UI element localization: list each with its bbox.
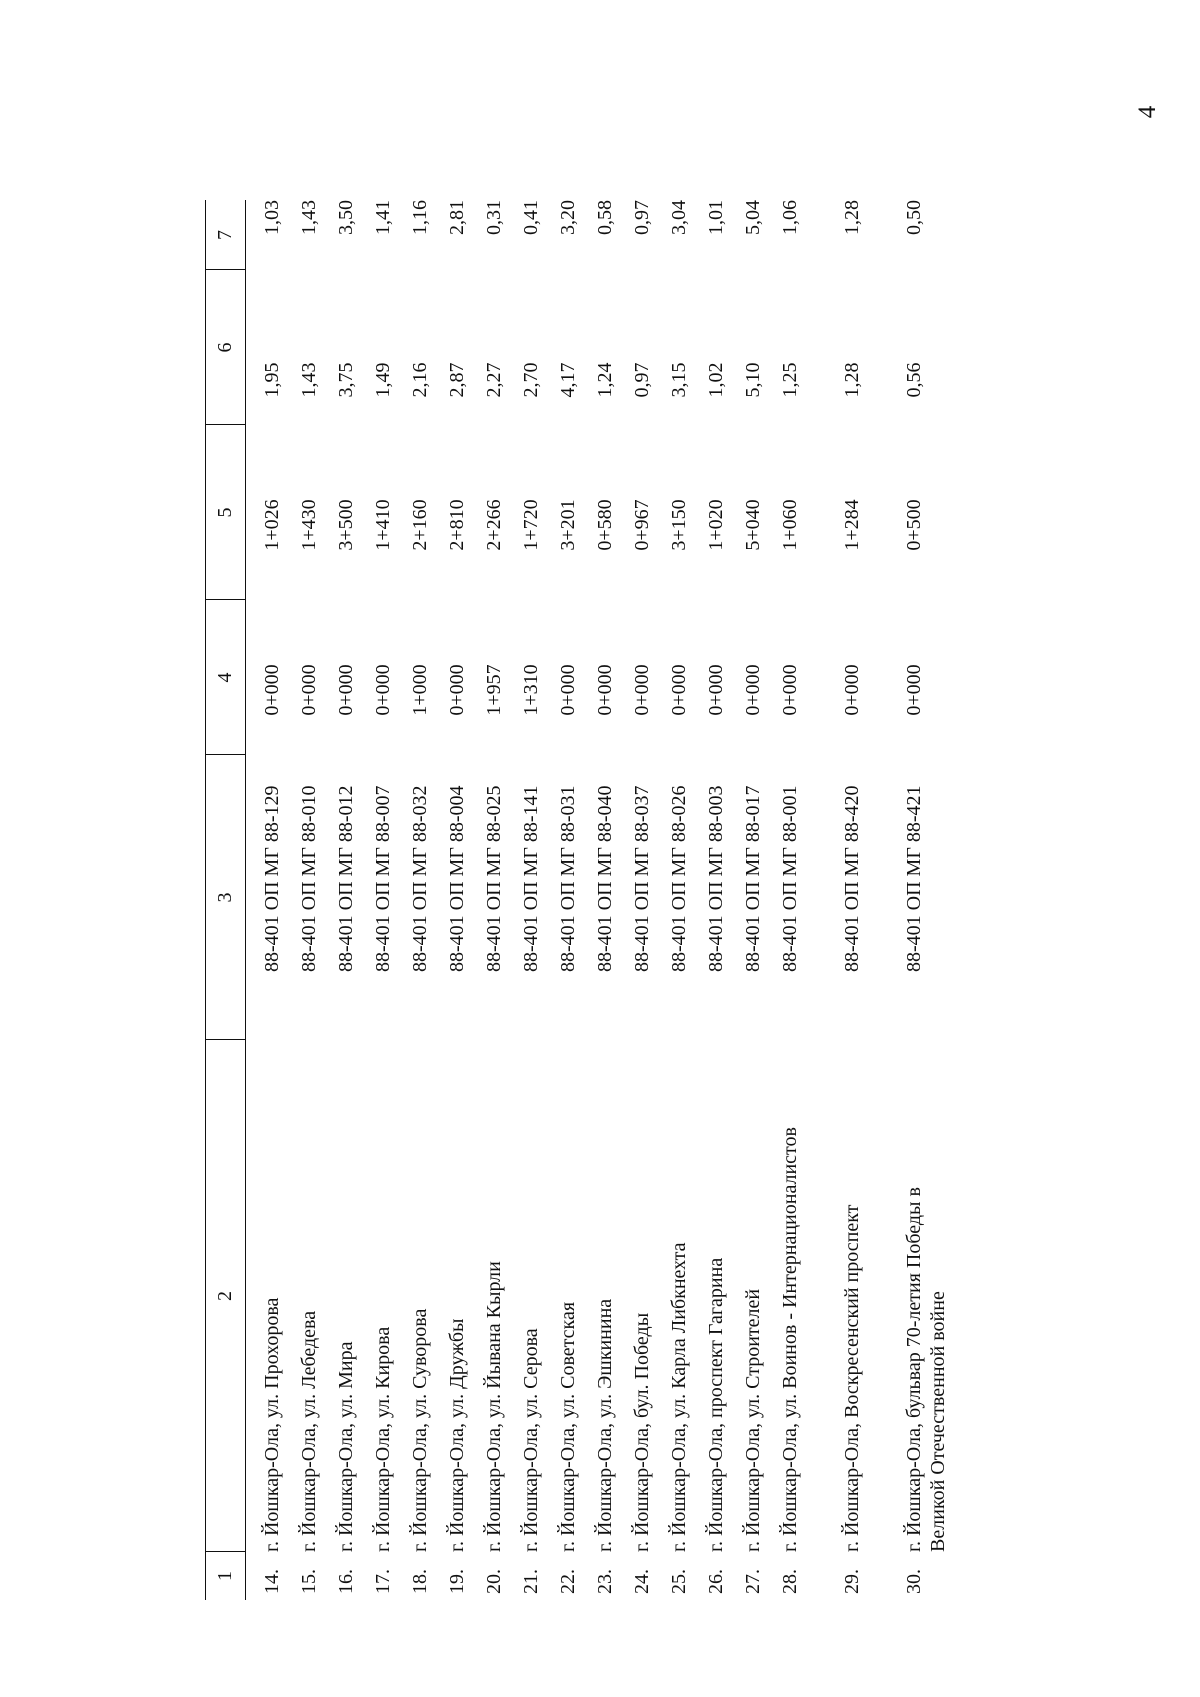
col7-value: 5,04 xyxy=(742,200,764,235)
col6-value: 2,70 xyxy=(520,362,542,398)
end-km: 1+430 xyxy=(298,499,320,551)
road-code: 88-401 ОП МГ 88-141 xyxy=(520,785,542,972)
header-col-3: 3 xyxy=(214,892,236,903)
row-number: 21. xyxy=(520,1569,542,1594)
start-km: 0+000 xyxy=(668,664,690,716)
col6-value: 1,24 xyxy=(594,362,616,398)
end-km: 0+967 xyxy=(631,499,653,551)
road-name: г. Йошкар-Ола, ул. Серова xyxy=(520,1328,542,1552)
road-name: г. Йошкар-Ола, ул. Советская xyxy=(557,1301,579,1552)
end-km: 1+720 xyxy=(520,499,542,551)
col6-value: 2,16 xyxy=(409,362,431,398)
road-code: 88-401 ОП МГ 88-037 xyxy=(631,785,653,972)
roads-table xyxy=(205,200,949,1600)
col7-value: 1,01 xyxy=(705,200,727,235)
row-number: 30. xyxy=(903,1569,925,1594)
start-km: 0+000 xyxy=(841,664,863,716)
row-number: 16. xyxy=(335,1569,357,1594)
end-km: 1+410 xyxy=(372,499,394,551)
header-col-5: 5 xyxy=(214,507,236,518)
start-km: 0+000 xyxy=(705,664,727,716)
start-km: 1+000 xyxy=(409,664,431,716)
start-km: 1+957 xyxy=(483,664,505,716)
start-km: 0+000 xyxy=(335,664,357,716)
col7-value: 1,41 xyxy=(372,200,394,235)
end-km: 2+266 xyxy=(483,499,505,551)
col7-value: 1,43 xyxy=(298,200,320,235)
col6-value: 1,95 xyxy=(261,362,283,398)
col7-value: 0,97 xyxy=(631,200,653,235)
table-header-rule xyxy=(245,200,246,1600)
road-name: г. Йошкар-Ола, бул. Победы xyxy=(631,1312,653,1552)
start-km: 0+000 xyxy=(557,664,579,716)
col7-value: 2,81 xyxy=(446,200,468,235)
road-name: г. Йошкар-Ола, Воскресенский проспект xyxy=(841,1204,863,1552)
road-name: г. Йошкар-Ола, проспект Гагарина xyxy=(705,1257,727,1552)
end-km: 1+060 xyxy=(779,499,801,551)
road-name: г. Йошкар-Ола, ул. Карла Либкнехта xyxy=(668,1242,690,1552)
road-name: г. Йошкар-Ола, ул. Йывана Кырли xyxy=(483,1261,505,1552)
col7-value: 0,31 xyxy=(483,200,505,235)
col7-value: 3,50 xyxy=(335,200,357,235)
start-km: 1+310 xyxy=(520,664,542,716)
col7-value: 1,16 xyxy=(409,200,431,235)
col7-value: 0,41 xyxy=(520,200,542,235)
road-name: г. Йошкар-Ола, ул. Мира xyxy=(335,1341,357,1552)
row-number: 25. xyxy=(668,1569,690,1594)
col7-value: 0,50 xyxy=(903,200,925,235)
page-number: 4 xyxy=(1134,105,1161,119)
col7-value: 1,28 xyxy=(841,200,863,235)
col6-value: 1,02 xyxy=(705,362,727,398)
row-number: 18. xyxy=(409,1569,431,1594)
col6-value: 4,17 xyxy=(557,362,579,398)
header-col-1: 1 xyxy=(214,1571,236,1581)
col7-value: 0,58 xyxy=(594,200,616,235)
row-number: 14. xyxy=(261,1569,283,1594)
start-km: 0+000 xyxy=(594,664,616,716)
start-km: 0+000 xyxy=(298,664,320,716)
row-number: 23. xyxy=(594,1569,616,1594)
road-code: 88-401 ОП МГ 88-007 xyxy=(372,785,394,972)
row-number: 17. xyxy=(372,1569,394,1594)
row-number: 22. xyxy=(557,1569,579,1594)
road-code: 88-401 ОП МГ 88-026 xyxy=(668,785,690,972)
row-number: 28. xyxy=(779,1569,801,1594)
row-number: 20. xyxy=(483,1569,505,1594)
road-code: 88-401 ОП МГ 88-004 xyxy=(446,785,468,972)
end-km: 1+026 xyxy=(261,499,283,551)
road-code: 88-401 ОП МГ 88-421 xyxy=(903,785,925,972)
road-name: г. Йошкар-Ола, ул. Строителей xyxy=(742,1288,764,1552)
road-code: 88-401 ОП МГ 88-003 xyxy=(705,785,727,972)
end-km: 2+160 xyxy=(409,499,431,551)
col6-value: 1,28 xyxy=(841,362,863,398)
header-col-2: 2 xyxy=(214,1291,236,1301)
col7-value: 1,03 xyxy=(261,200,283,235)
end-km: 0+500 xyxy=(903,499,925,551)
row-number: 27. xyxy=(742,1569,764,1594)
road-name: г. Йошкар-Ола, бульвар 70-летия Победы в Великой Отечественной войне xyxy=(903,1187,949,1552)
end-km: 3+201 xyxy=(557,499,579,551)
road-code: 88-401 ОП МГ 88-031 xyxy=(557,785,579,972)
col6-value: 3,15 xyxy=(668,362,690,398)
col6-value: 2,87 xyxy=(446,362,468,398)
col6-value: 2,27 xyxy=(483,362,505,398)
col7-value: 3,04 xyxy=(668,200,690,235)
end-km: 0+580 xyxy=(594,499,616,551)
header-col-4: 4 xyxy=(214,672,236,683)
col6-value: 1,25 xyxy=(779,362,801,398)
road-name: г. Йошкар-Ола, ул. Прохорова xyxy=(261,1297,283,1552)
start-km: 0+000 xyxy=(742,664,764,716)
start-km: 0+000 xyxy=(372,664,394,716)
row-number: 29. xyxy=(841,1569,863,1594)
header-col-6: 6 xyxy=(214,342,236,353)
end-km: 1+020 xyxy=(705,499,727,551)
col7-value: 3,20 xyxy=(557,200,579,235)
header-col-7: 7 xyxy=(214,230,236,240)
row-number: 24. xyxy=(631,1569,653,1594)
road-name: г. Йошкар-Ола, ул. Суворова xyxy=(409,1308,431,1552)
end-km: 5+040 xyxy=(742,499,764,551)
col6-value: 0,97 xyxy=(631,362,653,398)
end-km: 3+150 xyxy=(668,499,690,551)
road-code: 88-401 ОП МГ 88-017 xyxy=(742,785,764,972)
road-name: г. Йошкар-Ола, ул. Воинов - Интернационалистов xyxy=(779,1127,801,1552)
start-km: 0+000 xyxy=(903,664,925,716)
road-code: 88-401 ОП МГ 88-025 xyxy=(483,785,505,972)
col6-value: 3,75 xyxy=(335,362,357,398)
row-number: 19. xyxy=(446,1569,468,1594)
col6-value: 0,56 xyxy=(903,362,925,398)
col7-value: 1,06 xyxy=(779,200,801,235)
col6-value: 1,43 xyxy=(298,362,320,398)
start-km: 0+000 xyxy=(446,664,468,716)
start-km: 0+000 xyxy=(261,664,283,716)
road-name: г. Йошкар-Ола, ул. Дружбы xyxy=(446,1318,468,1552)
col6-value: 1,49 xyxy=(372,362,394,398)
road-code: 88-401 ОП МГ 88-040 xyxy=(594,785,616,972)
road-code: 88-401 ОП МГ 88-129 xyxy=(261,785,283,972)
row-number: 15. xyxy=(298,1569,320,1594)
road-code: 88-401 ОП МГ 88-012 xyxy=(335,785,357,972)
end-km: 1+284 xyxy=(841,499,863,551)
col6-value: 5,10 xyxy=(742,362,764,398)
start-km: 0+000 xyxy=(779,664,801,716)
end-km: 2+810 xyxy=(446,499,468,551)
road-name: г. Йошкар-Ола, ул. Кирова xyxy=(372,1326,394,1552)
end-km: 3+500 xyxy=(335,499,357,551)
row-number: 26. xyxy=(705,1569,727,1594)
road-code: 88-401 ОП МГ 88-001 xyxy=(779,785,801,972)
road-name: г. Йошкар-Ола, ул. Лебедева xyxy=(298,1310,320,1552)
road-code: 88-401 ОП МГ 88-032 xyxy=(409,785,431,972)
road-name: г. Йошкар-Ола, ул. Эшкинина xyxy=(594,1298,616,1552)
road-code: 88-401 ОП МГ 88-420 xyxy=(841,785,863,972)
start-km: 0+000 xyxy=(631,664,653,716)
road-code: 88-401 ОП МГ 88-010 xyxy=(298,785,320,972)
